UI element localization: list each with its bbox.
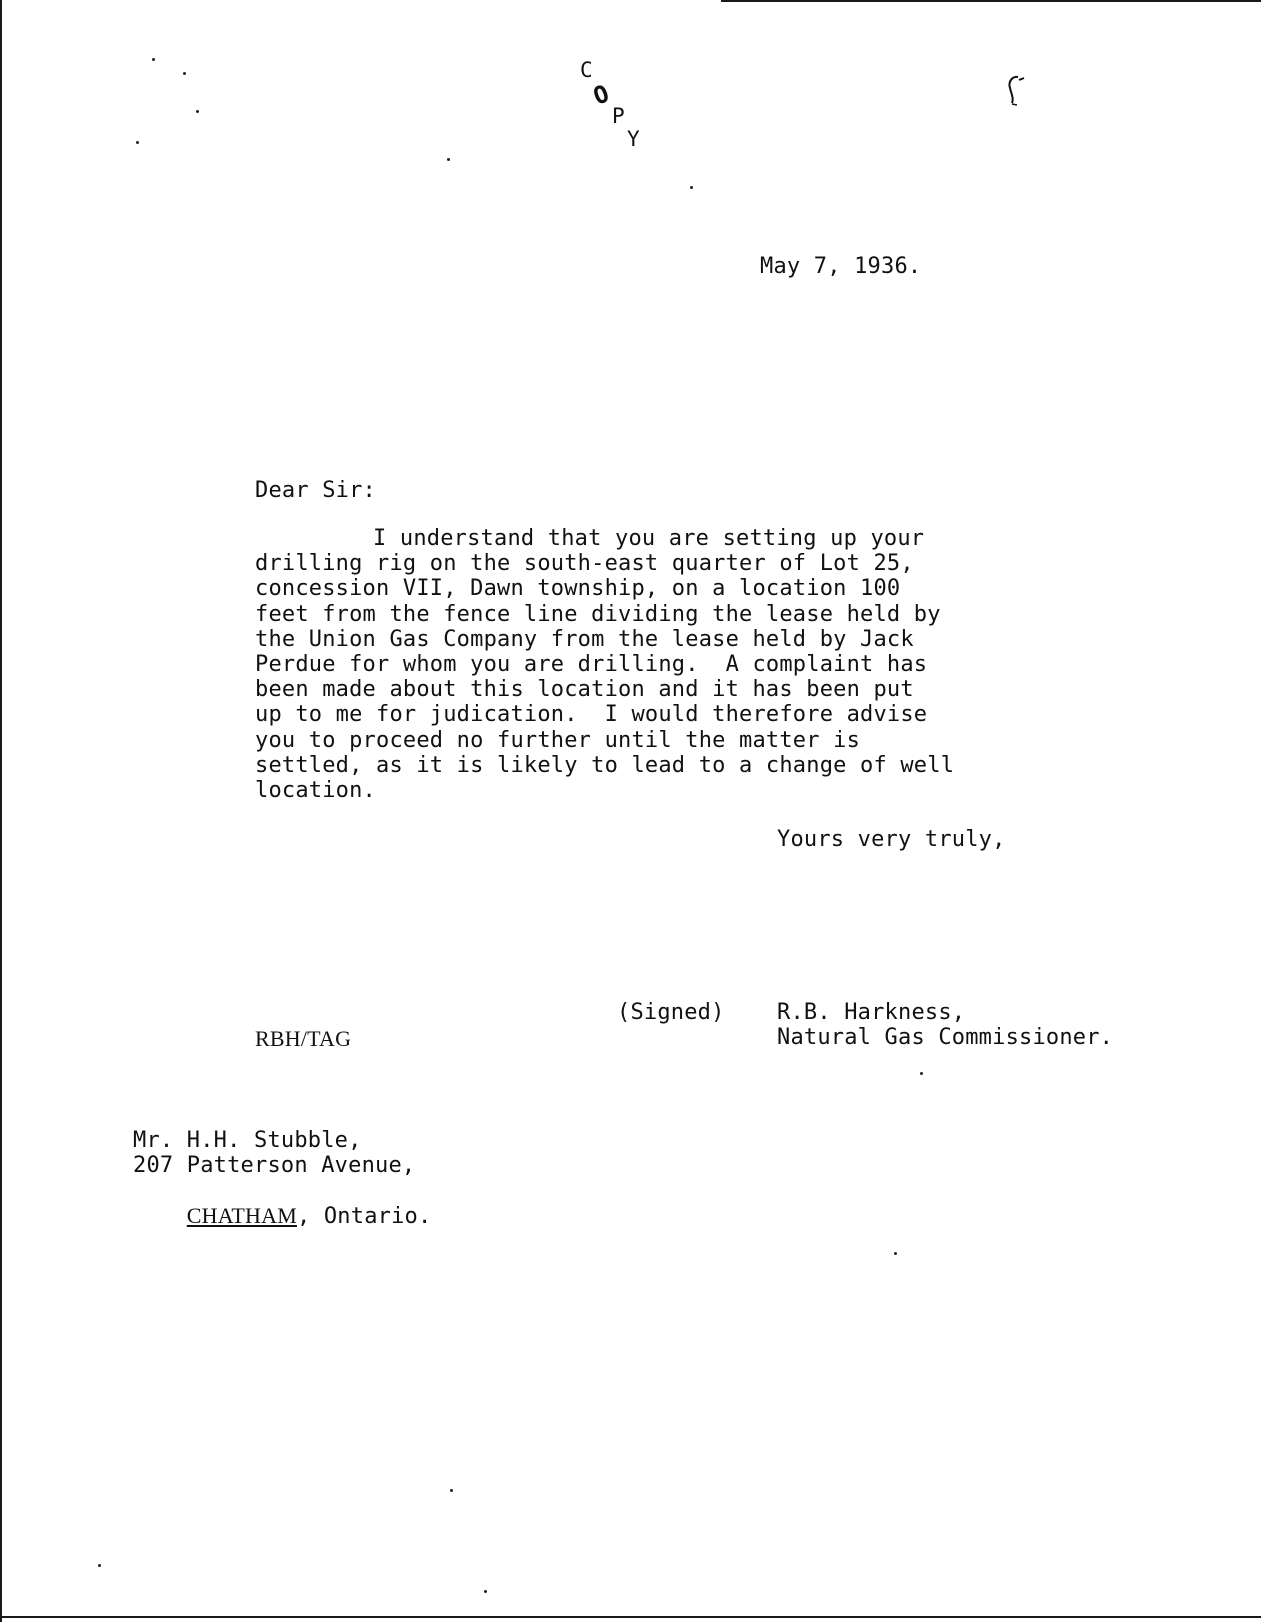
body-line: feet from the fence line dividing the lease held by (255, 601, 941, 627)
signer-name: R.B. Harkness, (777, 1000, 966, 1025)
reference-initials: RBH/TAG (255, 1026, 352, 1051)
page-bottom-edge (0, 1616, 1261, 1618)
copy-stamp-c: C (580, 58, 593, 82)
letter-date: May 7, 1936. (760, 254, 922, 279)
addressee-name: Mr. H.H. Stubble, (133, 1128, 362, 1153)
body-line: been made about this location and it has been put (255, 677, 914, 703)
page-top-edge (721, 0, 1261, 2)
salutation: Dear Sir: (255, 478, 377, 503)
addressee-province: , Ontario. (296, 1204, 432, 1229)
body-line: drilling rig on the south-east quarter of Lot 25, (255, 551, 914, 577)
body-line: up to me for judication. I would therefore advise (255, 702, 928, 728)
scan-speck (450, 1489, 453, 1492)
scan-speck (894, 1252, 897, 1255)
addressee-city-line (133, 1178, 431, 1254)
body-line: I understand that you are setting up your (373, 526, 925, 551)
scan-speck (183, 72, 186, 75)
scan-speck (484, 1590, 487, 1593)
scan-speck (152, 58, 155, 61)
scan-speck (447, 158, 450, 161)
signed-label: (Signed) (617, 1000, 725, 1025)
letter-body (255, 526, 954, 803)
closing: Yours very truly, (777, 827, 1006, 852)
addressee-city: CHATHAM (186, 1203, 297, 1228)
corner-mark-icon (1004, 74, 1026, 106)
scan-speck (136, 141, 139, 144)
scan-speck (196, 110, 199, 113)
body-line: Perdue for whom you are drilling. A complaint has (255, 652, 928, 678)
copy-stamp-o: O (589, 79, 613, 111)
addressee-street: 207 Patterson Avenue, (133, 1153, 416, 1178)
copy-stamp-y: Y (627, 127, 640, 151)
body-line: location. (255, 778, 377, 804)
body-line: settled, as it is likely to lead to a change of well (255, 752, 955, 778)
scan-speck (920, 1072, 923, 1075)
signer-title: Natural Gas Commissioner. (777, 1025, 1114, 1050)
body-line: the Union Gas Company from the lease held by Jack (255, 626, 914, 652)
body-line: concession VII, Dawn township, on a location 100 (255, 576, 901, 602)
scan-speck (690, 186, 693, 189)
copy-stamp-p: P (612, 104, 625, 128)
page-left-edge (0, 0, 2, 1622)
body-line: you to proceed no further until the matter is (255, 727, 861, 753)
scan-speck (98, 1564, 101, 1567)
